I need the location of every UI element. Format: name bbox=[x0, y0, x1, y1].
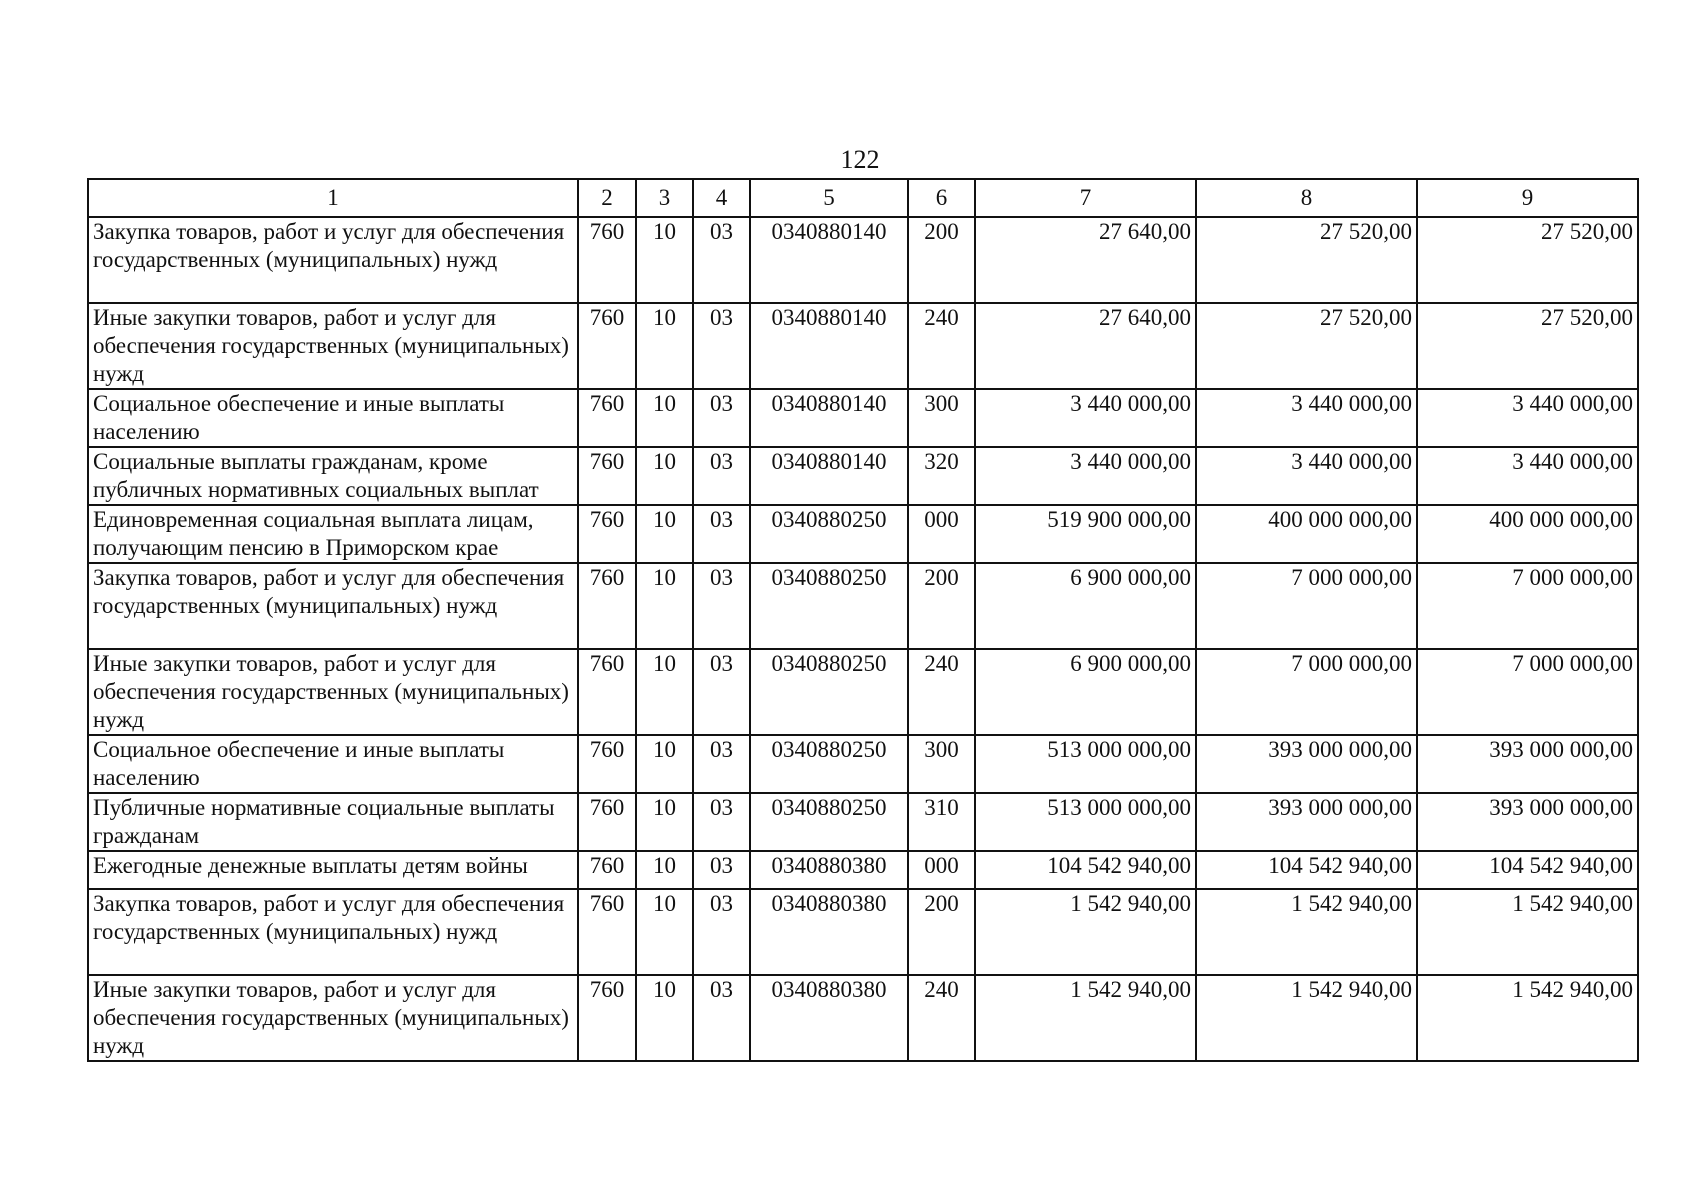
amount-col-8: 3 440 000,00 bbox=[1196, 389, 1417, 447]
amount-col-9: 1 542 940,00 bbox=[1417, 975, 1638, 1061]
table-row bbox=[88, 649, 1638, 735]
section-code: 10 bbox=[636, 975, 693, 1061]
amount-col-9: 400 000 000,00 bbox=[1417, 505, 1638, 563]
row-description: Социальное обеспечение и иные выплаты населению bbox=[88, 389, 578, 447]
subsection-code: 03 bbox=[693, 889, 750, 975]
table-row bbox=[88, 889, 1638, 975]
amount-col-9: 3 440 000,00 bbox=[1417, 447, 1638, 505]
row-description: Социальное обеспечение и иные выплаты населению bbox=[88, 735, 578, 793]
subsection-code: 03 bbox=[693, 735, 750, 793]
ministry-code: 760 bbox=[578, 735, 636, 793]
section-code: 10 bbox=[636, 851, 693, 889]
target-article-code: 0340880380 bbox=[750, 851, 908, 889]
target-article-code: 0340880250 bbox=[750, 563, 908, 649]
section-code: 10 bbox=[636, 217, 693, 303]
table-row bbox=[88, 217, 1638, 303]
target-article-code: 0340880250 bbox=[750, 649, 908, 735]
subsection-code: 03 bbox=[693, 303, 750, 389]
subsection-code: 03 bbox=[693, 389, 750, 447]
column-header: 9 bbox=[1417, 179, 1638, 217]
row-description: Иные закупки товаров, работ и услуг для обеспечения государственных (муниципальных) нужд bbox=[88, 649, 578, 735]
ministry-code: 760 bbox=[578, 793, 636, 851]
amount-col-7: 6 900 000,00 bbox=[975, 563, 1196, 649]
section-code: 10 bbox=[636, 649, 693, 735]
section-code: 10 bbox=[636, 447, 693, 505]
expense-type-code: 320 bbox=[908, 447, 975, 505]
amount-col-9: 27 520,00 bbox=[1417, 217, 1638, 303]
amount-col-9: 27 520,00 bbox=[1417, 303, 1638, 389]
expense-type-code: 000 bbox=[908, 505, 975, 563]
row-description: Закупка товаров, работ и услуг для обеспечения государственных (муниципальных) нужд bbox=[88, 217, 578, 303]
amount-col-8: 393 000 000,00 bbox=[1196, 735, 1417, 793]
subsection-code: 03 bbox=[693, 447, 750, 505]
amount-col-8: 7 000 000,00 bbox=[1196, 563, 1417, 649]
row-description: Ежегодные денежные выплаты детям войны bbox=[88, 851, 578, 889]
column-header: 5 bbox=[750, 179, 908, 217]
amount-col-8: 104 542 940,00 bbox=[1196, 851, 1417, 889]
expense-type-code: 310 bbox=[908, 793, 975, 851]
ministry-code: 760 bbox=[578, 303, 636, 389]
ministry-code: 760 bbox=[578, 447, 636, 505]
row-description: Иные закупки товаров, работ и услуг для обеспечения государственных (муниципальных) нужд bbox=[88, 303, 578, 389]
target-article-code: 0340880380 bbox=[750, 975, 908, 1061]
target-article-code: 0340880140 bbox=[750, 389, 908, 447]
expense-type-code: 000 bbox=[908, 851, 975, 889]
subsection-code: 03 bbox=[693, 649, 750, 735]
target-article-code: 0340880140 bbox=[750, 303, 908, 389]
column-header: 4 bbox=[693, 179, 750, 217]
column-header: 2 bbox=[578, 179, 636, 217]
amount-col-7: 519 900 000,00 bbox=[975, 505, 1196, 563]
amount-col-8: 3 440 000,00 bbox=[1196, 447, 1417, 505]
ministry-code: 760 bbox=[578, 889, 636, 975]
expense-type-code: 240 bbox=[908, 975, 975, 1061]
table-row bbox=[88, 447, 1638, 505]
ministry-code: 760 bbox=[578, 975, 636, 1061]
amount-col-8: 393 000 000,00 bbox=[1196, 793, 1417, 851]
table-row bbox=[88, 563, 1638, 649]
section-code: 10 bbox=[636, 563, 693, 649]
amount-col-7: 513 000 000,00 bbox=[975, 735, 1196, 793]
ministry-code: 760 bbox=[578, 389, 636, 447]
page-number: 122 bbox=[840, 145, 880, 174]
amount-col-7: 3 440 000,00 bbox=[975, 447, 1196, 505]
table-row bbox=[88, 505, 1638, 563]
amount-col-8: 7 000 000,00 bbox=[1196, 649, 1417, 735]
column-header: 6 bbox=[908, 179, 975, 217]
expense-type-code: 240 bbox=[908, 649, 975, 735]
section-code: 10 bbox=[636, 793, 693, 851]
target-article-code: 0340880250 bbox=[750, 735, 908, 793]
expense-type-code: 300 bbox=[908, 389, 975, 447]
row-description: Закупка товаров, работ и услуг для обеспечения государственных (муниципальных) нужд bbox=[88, 889, 578, 975]
ministry-code: 760 bbox=[578, 563, 636, 649]
amount-col-7: 1 542 940,00 bbox=[975, 975, 1196, 1061]
amount-col-7: 1 542 940,00 bbox=[975, 889, 1196, 975]
amount-col-7: 27 640,00 bbox=[975, 303, 1196, 389]
row-description: Иные закупки товаров, работ и услуг для обеспечения государственных (муниципальных) нужд bbox=[88, 975, 578, 1061]
row-description: Публичные нормативные социальные выплаты гражданам bbox=[88, 793, 578, 851]
amount-col-9: 393 000 000,00 bbox=[1417, 793, 1638, 851]
amount-col-8: 400 000 000,00 bbox=[1196, 505, 1417, 563]
target-article-code: 0340880250 bbox=[750, 793, 908, 851]
subsection-code: 03 bbox=[693, 851, 750, 889]
section-code: 10 bbox=[636, 303, 693, 389]
amount-col-9: 3 440 000,00 bbox=[1417, 389, 1638, 447]
column-header: 7 bbox=[975, 179, 1196, 217]
ministry-code: 760 bbox=[578, 217, 636, 303]
amount-col-7: 3 440 000,00 bbox=[975, 389, 1196, 447]
section-code: 10 bbox=[636, 735, 693, 793]
expense-type-code: 200 bbox=[908, 217, 975, 303]
budget-table bbox=[87, 178, 1639, 1062]
amount-col-7: 104 542 940,00 bbox=[975, 851, 1196, 889]
table-row bbox=[88, 851, 1638, 889]
expense-type-code: 300 bbox=[908, 735, 975, 793]
ministry-code: 760 bbox=[578, 505, 636, 563]
subsection-code: 03 bbox=[693, 975, 750, 1061]
row-description: Единовременная социальная выплата лицам, получающим пенсию в Приморском крае bbox=[88, 505, 578, 563]
subsection-code: 03 bbox=[693, 793, 750, 851]
target-article-code: 0340880380 bbox=[750, 889, 908, 975]
table-row bbox=[88, 793, 1638, 851]
column-header: 1 bbox=[88, 179, 578, 217]
amount-col-9: 104 542 940,00 bbox=[1417, 851, 1638, 889]
column-number-row bbox=[88, 179, 1638, 217]
section-code: 10 bbox=[636, 889, 693, 975]
subsection-code: 03 bbox=[693, 563, 750, 649]
amount-col-7: 27 640,00 bbox=[975, 217, 1196, 303]
expense-type-code: 200 bbox=[908, 889, 975, 975]
amount-col-8: 27 520,00 bbox=[1196, 303, 1417, 389]
row-description: Закупка товаров, работ и услуг для обеспечения государственных (муниципальных) нужд bbox=[88, 563, 578, 649]
table-row bbox=[88, 735, 1638, 793]
amount-col-7: 513 000 000,00 bbox=[975, 793, 1196, 851]
column-header: 3 bbox=[636, 179, 693, 217]
amount-col-8: 1 542 940,00 bbox=[1196, 889, 1417, 975]
target-article-code: 0340880140 bbox=[750, 217, 908, 303]
amount-col-7: 6 900 000,00 bbox=[975, 649, 1196, 735]
amount-col-9: 1 542 940,00 bbox=[1417, 889, 1638, 975]
subsection-code: 03 bbox=[693, 505, 750, 563]
amount-col-9: 7 000 000,00 bbox=[1417, 563, 1638, 649]
amount-col-9: 7 000 000,00 bbox=[1417, 649, 1638, 735]
table-row bbox=[88, 975, 1638, 1061]
expense-type-code: 200 bbox=[908, 563, 975, 649]
amount-col-8: 1 542 940,00 bbox=[1196, 975, 1417, 1061]
subsection-code: 03 bbox=[693, 217, 750, 303]
section-code: 10 bbox=[636, 505, 693, 563]
amount-col-9: 393 000 000,00 bbox=[1417, 735, 1638, 793]
section-code: 10 bbox=[636, 389, 693, 447]
target-article-code: 0340880140 bbox=[750, 447, 908, 505]
row-description: Социальные выплаты гражданам, кроме публичных нормативных социальных выплат bbox=[88, 447, 578, 505]
ministry-code: 760 bbox=[578, 851, 636, 889]
expense-type-code: 240 bbox=[908, 303, 975, 389]
table-row bbox=[88, 303, 1638, 389]
table-row bbox=[88, 389, 1638, 447]
column-header: 8 bbox=[1196, 179, 1417, 217]
target-article-code: 0340880250 bbox=[750, 505, 908, 563]
ministry-code: 760 bbox=[578, 649, 636, 735]
amount-col-8: 27 520,00 bbox=[1196, 217, 1417, 303]
